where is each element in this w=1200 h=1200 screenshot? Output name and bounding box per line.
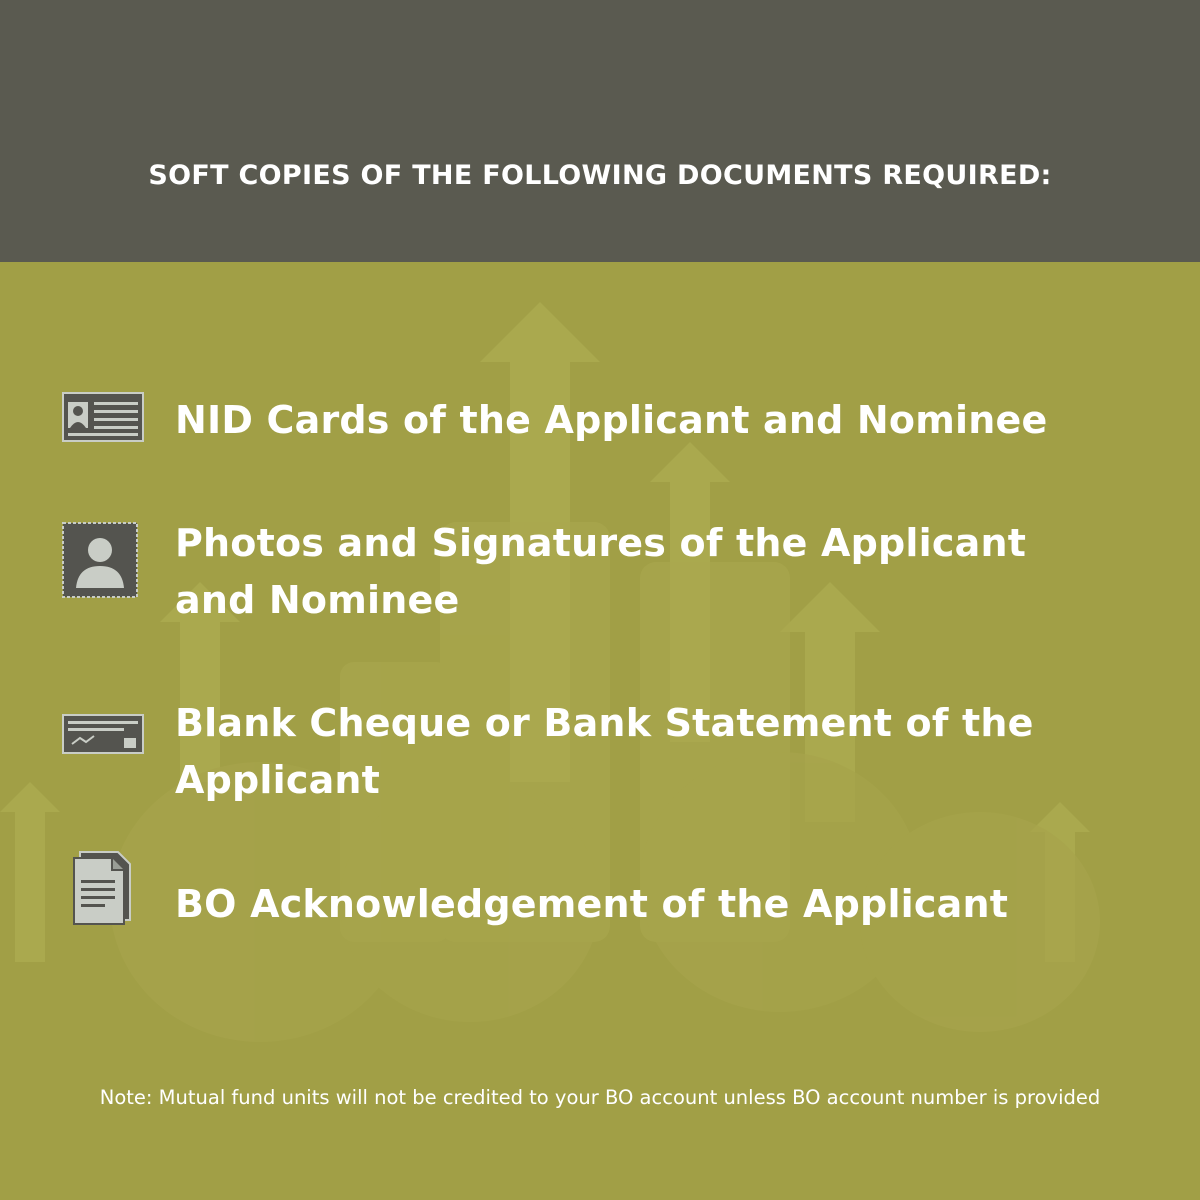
page-title: SOFT COPIES OF THE FOLLOWING DOCUMENTS REQUIRED: — [148, 160, 1052, 191]
footnote: Note: Mutual fund units will not be credited to your BO account unless BO account number is provided — [99, 1086, 1101, 1109]
id-card-icon — [62, 392, 144, 442]
header-banner — [0, 0, 1200, 262]
document-item-label: Photos and Signatures of the Applicant and Nominee — [175, 521, 1027, 622]
document-item-label: Blank Cheque or Bank Statement of the Applicant — [175, 701, 1034, 802]
document-icon — [72, 850, 132, 926]
cheque-icon — [62, 714, 144, 754]
document-item-label: NID Cards of the Applicant and Nominee — [175, 398, 1048, 442]
document-item-label: BO Acknowledgement of the Applicant — [175, 882, 1009, 926]
photo-portrait-icon — [62, 522, 138, 598]
